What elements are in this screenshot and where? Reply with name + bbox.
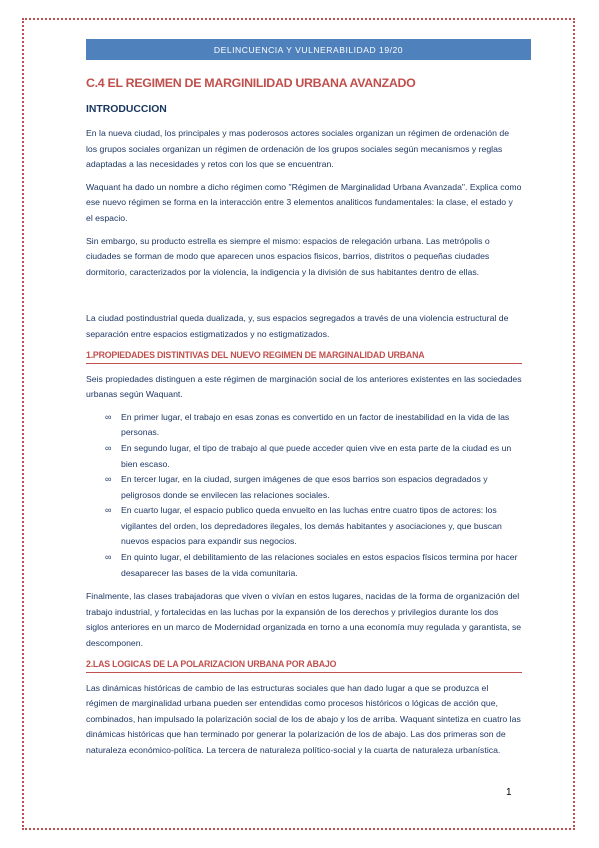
- infinity-bullet-icon: ∞: [105, 474, 112, 485]
- properties-list: [86, 410, 522, 582]
- section-2-heading: 2.LAS LOGICAS DE LA POLARIZACION URBANA POR ABAJO: [86, 659, 522, 673]
- header-text: DELINCUENCIA Y VULNERABILIDAD 19/20: [213, 44, 404, 55]
- list-item: [105, 550, 522, 581]
- header-band: [86, 39, 531, 60]
- section-1-heading: 1.PROPIEDADES DISTINTIVAS DEL NUEVO REGIMEN DE MARGINALIDAD URBANA: [86, 350, 522, 364]
- intro-paragraph-1: En la nueva ciudad, los principales y mas poderosos actores sociales organizan un régimen de ordenación de los grupos sociales organizan un régimen de ordenación de los grupos sociales según mecanismos y reglas adaptadas a las necesidades y retos con los que se encuentran.: [86, 128, 510, 170]
- list-item: [105, 441, 522, 472]
- spacer: [86, 287, 522, 311]
- intro-paragraph-4: La ciudad postindustrial queda dualizada, y, sus espacios segregados a través de una violencia estructural de separación entre espacios estigmatizados y no estigmatizados.: [86, 313, 509, 339]
- list-item: [105, 503, 522, 550]
- document-title: C.4 EL REGIMEN DE MARGINILIDAD URBANA AVANZADO: [86, 76, 416, 90]
- intro-paragraph-3: Sin embargo, su producto estrella es siempre el mismo: espacios de relegación urbana. Las metrópolis o ciudades se forman de modo que aparecen unos espacios fisicos, barrios, distritos o pequeñas ciudades dormitorio, caracterizados por la violencia, la indigencia y la división de sus habitantes dentro de ellas.: [86, 235, 490, 277]
- section-2-paragraph: Las dinámicas históricas de cambio de las estructuras sociales que han dado lugar a que se produzca el régimen de marginalidad urbana pueden ser entendidas como procesos históricos o lógicas de acción que, combinados, han impulsado la polarización social de los de abajo y los de arriba. Waquant sintetiza en cuatro las dinámicas históricas que han terminado por generar la polarización de los de abajo. Las dos primeras son de naturaleza económico-política. La tercera de naturaleza político-social y la cuarta de naturaleza urbanística.: [86, 682, 521, 755]
- page-number: 1: [506, 787, 512, 798]
- list-item-text: En quinto lugar, el debilitamiento de las relaciones sociales en estos espacios físicos termina por hacer desaparecer las bases de la vida comunitaria.: [121, 552, 518, 578]
- list-item: [105, 472, 522, 503]
- infinity-bullet-icon: ∞: [105, 505, 112, 516]
- list-item-text: En cuarto lugar, el espacio publico queda envuelto en las luchas entre cuatro tipos de actores: los vigilantes del orden, los depredadores ilegales, los demás habitantes y asociaciones y, que buscan nuevos espacios para expandir sus negocios.: [121, 505, 502, 547]
- document-body: [86, 76, 522, 766]
- section-1-lead: Seis propiedades distinguen a este régimen de marginación social de los anteriores existentes en las sociedades urbanas según Waquant.: [86, 373, 522, 400]
- list-item-text: En segundo lugar, el tipo de trabajo al que puede acceder quien vive en esta parte de la ciudad es un bien escaso.: [121, 442, 512, 469]
- intro-paragraph-2: Waquant ha dado un nombre a dicho régimen como "Régimen de Marginalidad Urbana Avanzada". Explica como ese nuevo régimen se forma en la interacción entre 3 elementos analiticos fundamentales: la clase, el estado y el espacio.: [86, 181, 522, 223]
- section-1-closing: Finalmente, las clases trabajadoras que viven o vivían en estos lugares, nacidas de la forma de organización del trabajo industrial, y fortalecidas en las luchas por la expansión de los derechos y privilegios durante los dos siglos anteriores en un marco de Modernidad organizada en torno a una economía muy regulada y garantista, se descomponen.: [86, 591, 522, 649]
- infinity-bullet-icon: ∞: [105, 411, 112, 422]
- list-item-text: En tercer lugar, en la ciudad, surgen imágenes de que esos barrios son espacios degradados y peligrosos donde se envilecen las relaciones sociales.: [121, 474, 488, 500]
- infinity-bullet-icon: ∞: [105, 552, 112, 563]
- list-item: [105, 410, 522, 441]
- list-item-text: En primer lugar, el trabajo en esas zonas es convertido en un factor de inestabilidad en la vida de las personas.: [121, 411, 510, 438]
- infinity-bullet-icon: ∞: [105, 442, 112, 453]
- intro-heading: INTRODUCCION: [86, 104, 167, 115]
